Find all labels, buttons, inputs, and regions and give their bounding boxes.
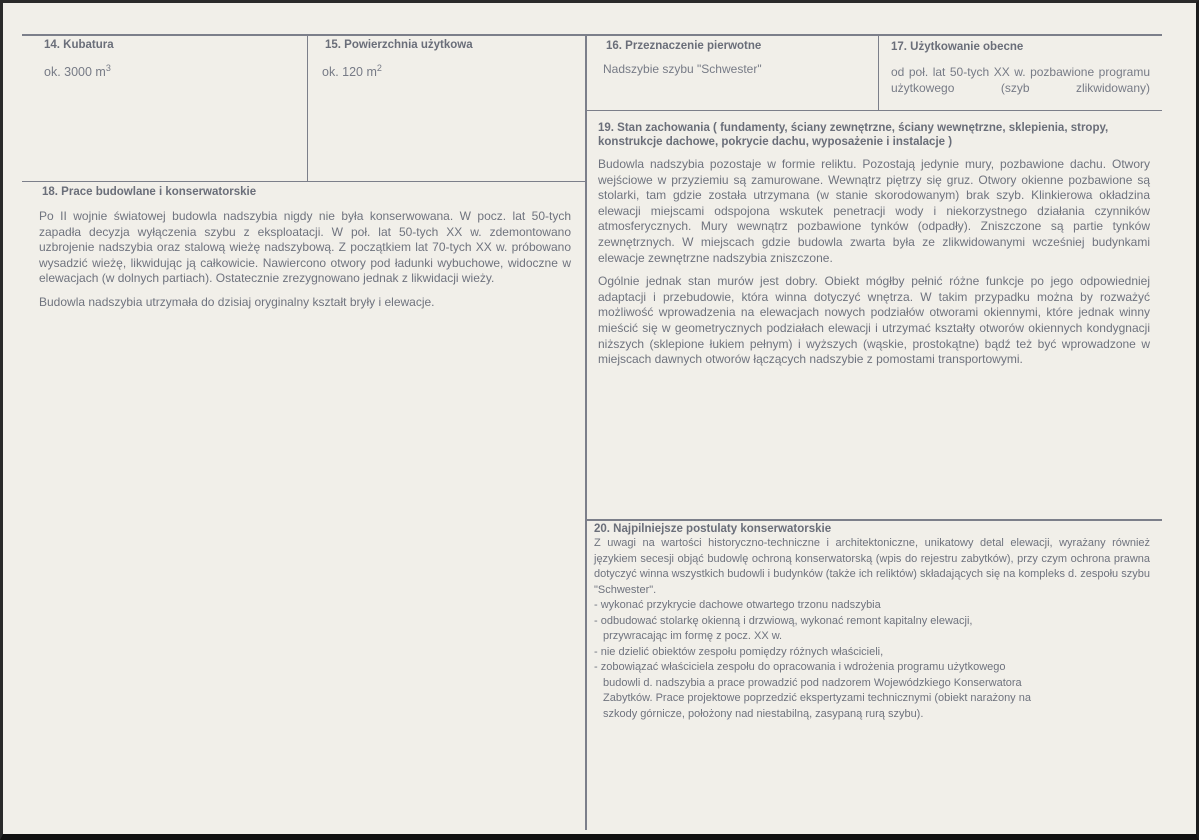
field-17-label: 17. Użytkowanie obecne [891,41,1024,53]
list-item: budowli d. nadszybia a prace prowadzić pod nadzorem Wojewódzkiego Konserwatora [603,676,1022,689]
list-item: Zabytków. Prace projektowe poprzedzić ekspertyzami technicznymi (obiekt narażony na [603,692,1031,704]
field-15-label: 15. Powierzchnia użytkowa [325,39,473,51]
field-18-prace [39,185,571,319]
field-19-paragraph-1: Budowla nadszybia pozostaje w formie reliktu. Pozostają jedynie mury, pozbawione dachu. Otwory wejściowe w przyziemiu są zamurowane. Wewnątrz piętrzy się gruz. Otwory okienne pozbawione są stolarki, tam gdzie została utrzymana (w stanie skorodowanym) brak szyb. Klinkierowa okładzina elewacji miejscami odspojona wskutek penetracji wody i niekorzystnego działania czynników atmosferycznych. Mury wewnątrz pozbawione tynków (odpadły). Zniszczone są partie tynków zewnętrznych. W miejscach gdzie budowla zwarta była ze zlikwidowanymi wcześniej budynkami elewacje zewnętrzne nadszybia zniszczone. [598,157,1150,265]
list-item: - wykonać przykrycie dachowe otwartego trzonu nadszybia [594,599,881,611]
grid-line-vertical-2 [585,34,587,830]
field-18-paragraph-1: Po II wojnie światowej budowla nadszybia nigdy nie była konserwowana. W pocz. lat 50-tych zapadła decyzja wyłączenia szybu z eksploatacji. W poł. lat 50-tych XX w. zdemontowano uzbrojenie nadszybia oraz stalową wieżę nadszybową. Z początkiem lat 70-tych XX w. próbowano wysadzić wieżę, likwidując ją całkowicie. Nawiercono otwory pod ładunki wybuchowe, widoczne w elewacjach (w dolnych partiach). Ostatecznie zrezygnowano jednak z likwidacji wieży. [39,209,571,286]
field-18-text [39,209,571,311]
field-17-value: od poł. lat 50-tych XX w. pozbawione programu użytkowego (szyb zlikwidowany) [891,65,1150,95]
field-14-value: ok. 3000 $m^3$ [44,63,111,80]
list-item: - odbudować stolarkę okienną i drzwiową, wykonać remont kapitalny elewacji, [594,614,973,627]
field-19-text [598,157,1150,368]
grid-line-top [22,34,1162,36]
list-item: przywracając im formę z pocz. XX w. [603,630,783,642]
list-item: szkody górnicze, położony nad niestabilną, zasypaną rurą szybu). [603,707,924,720]
field-18-label: 18. Prace budowlane i konserwatorskie [42,186,257,198]
grid-line-vertical-3 [878,34,879,110]
field-19-paragraph-2: Ogólnie jednak stan murów jest dobry. Obiekt mógłby pełnić różne funkcje po jego odpowiedniej adaptacji i przebudowie, która winna dotyczyć wnętrza. W takim przypadku można by rozważyć możliwość wprowadzenia na elewacjach nowych podziałów otworami okiennymi, które jednak winny mieścić się w geometrycznych podziałach elewacji i utrzymać kształty otworów okiennych kondygnacji niższych (sklepione łukiem pełnym) i wyższych (wąskie, prostokątne) bądź też być wprowadzone w miejscach dawnych otworów łączących nadszybie z pomostami transportowymi. [598,274,1150,367]
field-17-uzytkowanie [891,40,1150,114]
field-15-value: ok. 120 $m^2$ [322,63,382,80]
field-19-stan [598,121,1150,376]
field-14-label: 14. Kubatura [44,39,114,51]
field-14-kubatura [44,38,299,80]
field-16-przeznaczenie [603,39,871,77]
field-20-postulaty [594,522,1150,722]
field-20-list [594,598,1150,722]
field-20-label: 20. Najpilniejsze postulaty konserwatorskie [594,523,832,535]
list-item: - zobowiązać właściciela zespołu do opracowania i wdrożenia programu użytkowego [594,661,1006,673]
field-16-value: Nadszybie szybu "Schwester" [603,62,762,76]
field-15-powierzchnia [322,38,577,80]
list-item: - nie dzielić obiektów zespołu pomiędzy różnych właścicieli, [594,645,884,658]
field-20-intro: Z uwagi na wartości historyczno-techniczne i architektoniczne, unikatowy detal elewacji, wyrażany również językiem secesji objąć budowlę ochroną konserwatorską (wpis do rejestru zabytków), przy czym ochrona prawna dotyczyć winna wszystkich budowli i budynków (także ich reliktów) składających się na kompleks d. zespołu szybu "Schwester". [594,537,1150,596]
field-18-paragraph-2: Budowla nadszybia utrzymała do dzisiaj oryginalny kształt bryły i elewacje. [39,294,435,309]
field-19-label: 19. Stan zachowania ( fundamenty, ściany zewnętrzne, ściany wewnętrzne, sklepienia, stropy, konstrukcje dachowe, pokrycie dachu, wyposażenie i instalacje ) [598,122,1109,148]
grid-line-left-mid [22,181,585,182]
field-16-label: 16. Przeznaczenie pierwotne [606,40,762,52]
grid-line-vertical-1 [307,34,308,182]
grid-line-right-lower [587,519,1162,521]
